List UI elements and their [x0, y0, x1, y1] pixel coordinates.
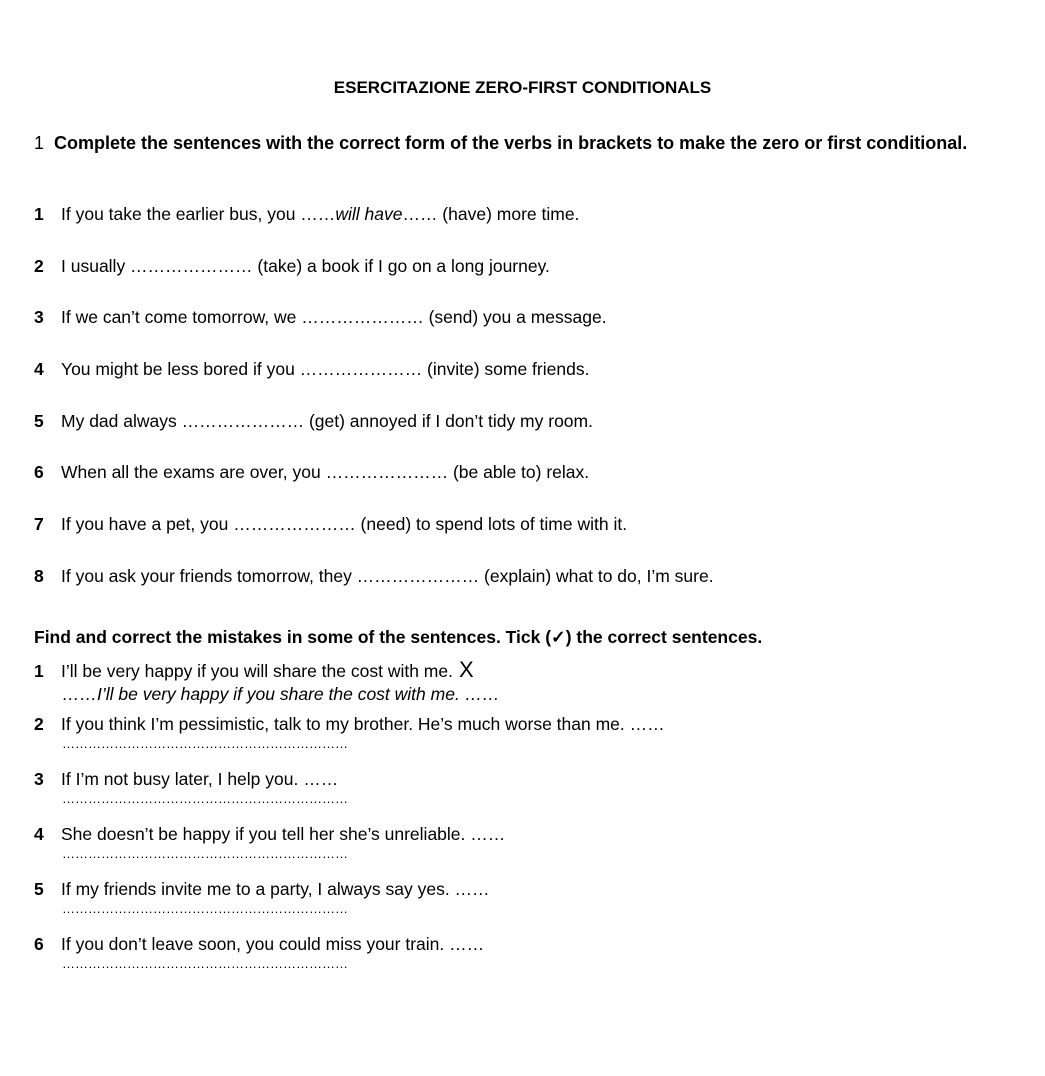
answer-line: …………………………………………………………: [62, 846, 348, 861]
list-item: [34, 461, 1024, 513]
item-text: If we can’t come tomorrow, we ………………… (send) you a message.: [61, 307, 607, 328]
list-item: [34, 410, 1024, 462]
item-text: I’ll be very happy if you will share the cost with me.: [61, 661, 453, 681]
cross-mark-icon: X: [458, 657, 474, 682]
item-answer: ……I’ll be very happy if you share the cost with me. ……: [62, 684, 500, 704]
item-number: 2: [34, 255, 44, 276]
item-text: When all the exams are over, you ………………… (be able to) relax.: [61, 462, 590, 483]
item-number: 5: [34, 410, 44, 431]
item-number: 5: [34, 879, 44, 899]
item-text: She doesn’t be happy if you tell her she’s unreliable. ……: [61, 824, 506, 844]
exercise1-list: [34, 203, 1024, 617]
exercise1-instruction: [34, 127, 1024, 159]
list-item: [34, 657, 1024, 712]
list-item: [34, 712, 1024, 767]
item-number: 3: [34, 307, 44, 328]
item-number: 6: [34, 934, 44, 954]
item-text: If you take the earlier bus, you ……: [61, 204, 336, 224]
exercise2-list: [34, 657, 1024, 987]
exercise1-number: 1: [34, 133, 45, 153]
list-item: [34, 358, 1024, 410]
item-text: If my friends invite me to a party, I always say yes. ……: [61, 879, 490, 899]
list-item: [34, 877, 1024, 932]
item-number: 4: [34, 359, 44, 380]
list-item: [34, 565, 1024, 617]
item-number: 1: [34, 661, 44, 681]
answer-line: …………………………………………………………: [62, 791, 348, 806]
item-number: 4: [34, 824, 44, 844]
item-text: If you think I’m pessimistic, talk to my brother. He’s much worse than me. ……: [61, 714, 665, 734]
item-number: 6: [34, 462, 44, 483]
item-text: If I’m not busy later, I help you. ……: [61, 769, 339, 789]
item-text: I usually ………………… (take) a book if I go on a long journey.: [61, 255, 550, 276]
exercise2-instruction: Find and correct the mistakes in some of the sentences. Tick (✓) the correct sentences.: [34, 627, 763, 647]
item-number: 7: [34, 514, 44, 535]
item-text: If you ask your friends tomorrow, they ………………… (explain) what to do, I’m sure.: [61, 565, 714, 586]
item-answer: will have: [335, 204, 403, 224]
list-item: [34, 822, 1024, 877]
answer-line: …………………………………………………………: [62, 956, 348, 971]
answer-line: …………………………………………………………: [62, 901, 348, 916]
item-number: 1: [34, 204, 44, 224]
page-title: ESERCITAZIONE ZERO-FIRST CONDITIONALS: [333, 78, 712, 97]
list-item: [34, 767, 1024, 822]
list-item: [34, 513, 1024, 565]
item-number: 2: [34, 714, 44, 734]
exercise1-instruction-text: Complete the sentences with the correct form of the verbs in brackets to make the zero or first conditional.: [54, 133, 968, 153]
item-text-after: …… (have) more time.: [402, 204, 580, 224]
list-item: [34, 306, 1024, 358]
list-item: [34, 932, 1024, 987]
item-text: My dad always ………………… (get) annoyed if I don’t tidy my room.: [61, 410, 593, 431]
item-text: You might be less bored if you ………………… (invite) some friends.: [61, 359, 590, 380]
item-text: If you don’t leave soon, you could miss your train. ……: [61, 934, 485, 954]
item-text: If you have a pet, you ………………… (need) to spend lots of time with it.: [61, 514, 628, 535]
list-item: [34, 203, 1024, 255]
item-number: 8: [34, 565, 44, 586]
answer-line: …………………………………………………………: [62, 736, 348, 751]
list-item: [34, 255, 1024, 307]
item-number: 3: [34, 769, 44, 789]
